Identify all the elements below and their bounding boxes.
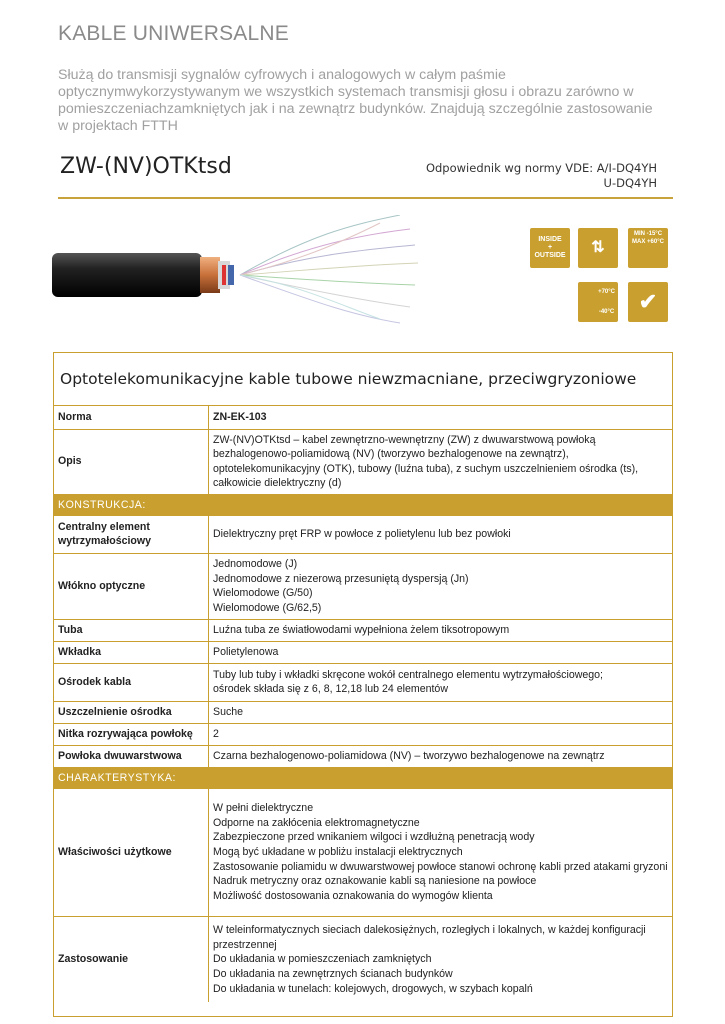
row-label: Powłoka dwuwarstwowa xyxy=(54,745,209,767)
page-title: KABLE UNIWERSALNE xyxy=(58,22,289,45)
section-header: KONSTRUKCJA: xyxy=(54,494,672,515)
table-row xyxy=(54,723,672,745)
row-value: 2 xyxy=(209,723,673,745)
spec-table xyxy=(54,406,672,1002)
product-model: ZW-(NV)OTKtsd xyxy=(60,154,232,179)
table-row xyxy=(54,701,672,723)
table-row xyxy=(54,663,672,701)
row-label: Właściwości użytkowe xyxy=(54,788,209,916)
row-label: Włókno optyczne xyxy=(54,553,209,619)
norm-equivalent xyxy=(426,161,657,191)
cable-image xyxy=(50,215,420,325)
table-row xyxy=(54,553,672,619)
row-value: Czarna bezhalogenowo-poliamidowa (NV) – tworzywo bezhalogenowe na zewnątrz xyxy=(209,745,673,767)
row-value: Polietylenowa xyxy=(209,641,673,663)
row-label: Tuba xyxy=(54,619,209,641)
table-row xyxy=(54,406,672,429)
inside-outside-icon: INSIDE + OUTSIDE xyxy=(530,228,570,268)
row-label: Wkładka xyxy=(54,641,209,663)
row-value: W pełni dielektryczne Odporne na zakłócenia elektromagnetyczne Zabezpieczone przed wnikaniem wilgoci i wzdłużną penetracją wody Mogą być układane w pobliżu instalacji elektrycznych Zastosowanie poliamidu w dwuwarstwowej powłoce stanowi ochronę kabli przed atakami gryzoni Nadruk metryczny oraz oznakowanie kabli są naniesione na powłoce Możliwość dostosowania oznakowania do wymogów klienta xyxy=(209,788,673,916)
norm-line-2: U-DQ4YH xyxy=(603,176,657,190)
table-row xyxy=(54,745,672,767)
row-label: Norma xyxy=(54,406,209,429)
row-value: Tuby lub tuby i wkładki skręcone wokół centralnego elementu wytrzymałościowego; ośrodek składa się z 6, 8, 12,18 lub 24 elementów xyxy=(209,663,673,701)
row-label: Opis xyxy=(54,429,209,494)
row-value: Luźna tuba ze światłowodami wypełniona żelem tiksotropowym xyxy=(209,619,673,641)
row-label: Centralny element wytrzymałościowy xyxy=(54,515,209,553)
intro-text: Służą do transmisji sygnalów cyfrowych i analogowych w całym paśmie optycznymwykorzystywanym we wszystkich systemach transmisji głosu i obrazu zarówno w pomieszczeniachzamkniętych jak i na zewnątrz budynków. Znajdują szczególnie zastosowanie w projektach FTTH xyxy=(58,67,653,134)
install-temperature-icon: MIN -15°C MAX +60°C xyxy=(628,228,668,268)
thermometer-icon: +70°C -40°C xyxy=(578,282,618,322)
row-value: Suche xyxy=(209,701,673,723)
norm-line-1: Odpowiednik wg normy VDE: A/I-DQ4YH xyxy=(425,161,657,175)
row-value: Dielektryczny pręt FRP w powłoce z polietylenu lub bez powłoki xyxy=(209,515,673,553)
installation-icon: ⇅ xyxy=(578,228,618,268)
row-label: Nitka rozrywająca powłokę xyxy=(54,723,209,745)
section-header: CHARAKTERYSTYKA: xyxy=(54,767,672,788)
header-divider xyxy=(58,197,673,199)
row-value: ZN-EK-103 xyxy=(213,410,267,423)
row-label: Ośrodek kabla xyxy=(54,663,209,701)
table-row xyxy=(54,515,672,553)
row-value: Jednomodowe (J) Jednomodowe z niezerową przesuniętą dyspersją (Jn) Wielomodowe (G/50) Wielomodowe (G/62,5) xyxy=(209,553,673,619)
row-label: Uszczelnienie ośrodka xyxy=(54,701,209,723)
row-label: Zastosowanie xyxy=(54,916,209,1002)
table-row xyxy=(54,916,672,1002)
row-value: ZW-(NV)OTKtsd – kabel zewnętrzno-wewnętrzny (ZW) z dwuwarstwową powłoką bezhalogenowo-poliamidową (NV) (tworzywo bezhalogenowe na zewnątrz), optotelekomunikacyjny (OTK), tubowy (luźna tuba), z suchym uszczelnieniem ośrodka (ts), całkowicie dielektryczny (d) xyxy=(209,429,673,494)
table-row xyxy=(54,619,672,641)
row-value: W teleinformatycznych sieciach dalekosiężnych, rozległych i lokalnych, w każdej konfiguracji przestrzennej Do układania w pomieszczeniach zamkniętych Do układania na zewnętrznych ścianach budynków Do układania w tunelach: kolejowych, drogowych, w szybach kopalń xyxy=(209,916,673,1002)
approval-check-icon: ✔ xyxy=(628,282,668,322)
spec-panel xyxy=(53,352,673,1017)
table-row xyxy=(54,788,672,916)
table-row xyxy=(54,429,672,494)
panel-heading: Optotelekomunikacyjne kable tubowe niewzmacniane, przeciwgryzoniowe xyxy=(54,353,672,406)
table-row xyxy=(54,641,672,663)
